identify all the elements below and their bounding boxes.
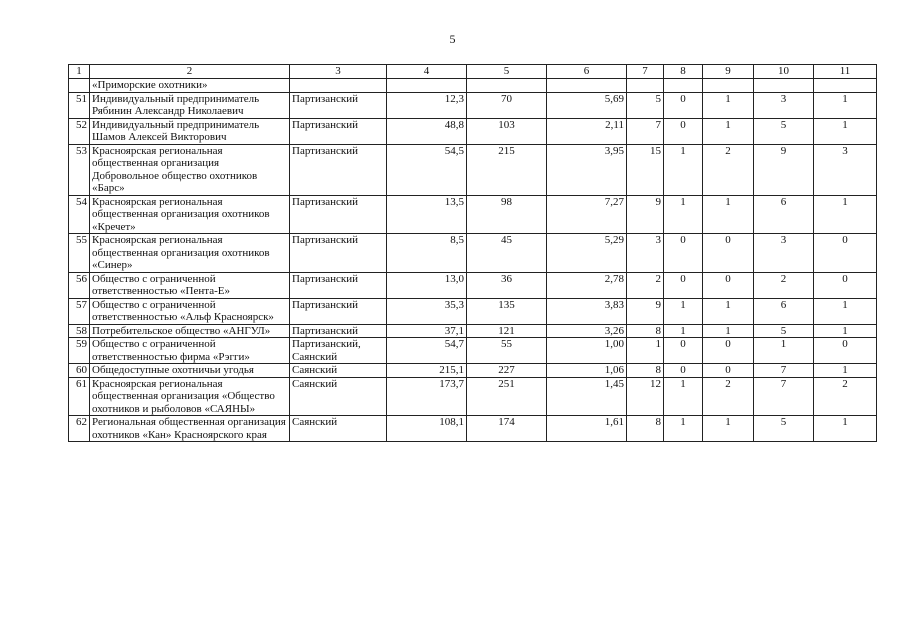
value-cell-9: 2 <box>703 144 754 195</box>
organization-name: Потребительское общество «АНГУЛ» <box>90 324 290 338</box>
row-number-cell: 56 <box>69 272 90 298</box>
value-cell-6: 1,06 <box>547 364 627 378</box>
value-cell-4: 13,0 <box>387 272 467 298</box>
value-cell-10: 6 <box>754 195 814 234</box>
table-row <box>69 144 877 195</box>
district-cell: Партизанский, Саянский <box>290 338 387 364</box>
value-cell-8: 1 <box>664 416 703 442</box>
value-cell-6: 2,11 <box>547 118 627 144</box>
row-number-cell: 61 <box>69 377 90 416</box>
organization-name: Красноярская региональная общественная организация охотников «Кречет» <box>90 195 290 234</box>
value-cell-5: 227 <box>467 364 547 378</box>
district-cell: Саянский <box>290 364 387 378</box>
value-cell-11: 3 <box>814 144 877 195</box>
value-cell-6: 3,83 <box>547 298 627 324</box>
value-cell-9: 0 <box>703 272 754 298</box>
value-cell-9: 1 <box>703 118 754 144</box>
value-cell-10: 7 <box>754 377 814 416</box>
district-cell: Партизанский <box>290 144 387 195</box>
value-cell-4: 37,1 <box>387 324 467 338</box>
value-cell-6: 3,26 <box>547 324 627 338</box>
organization-name: Общество с ограниченной ответственностью «Альф Красноярск» <box>90 298 290 324</box>
value-cell-10: 9 <box>754 144 814 195</box>
organization-name: Красноярская региональная общественная организация Добровольное общество охотников «Барс» <box>90 144 290 195</box>
value-cell-7: 5 <box>627 92 664 118</box>
row-number-cell: 52 <box>69 118 90 144</box>
value-cell-9: 0 <box>703 234 754 273</box>
organization-name: Индивидуальный предприниматель Рябинин Александр Николаевич <box>90 92 290 118</box>
value-cell-11: 1 <box>814 195 877 234</box>
value-cell-7: 3 <box>627 234 664 273</box>
value-cell-9: 1 <box>703 416 754 442</box>
value-cell-11: 1 <box>814 416 877 442</box>
value-cell-10: 6 <box>754 298 814 324</box>
value-cell-10: 5 <box>754 118 814 144</box>
value-cell-4: 54,7 <box>387 338 467 364</box>
value-cell-11: 1 <box>814 364 877 378</box>
column-header: 8 <box>664 65 703 79</box>
value-cell-7: 12 <box>627 377 664 416</box>
value-cell-4: 12,3 <box>387 92 467 118</box>
value-cell-4: 35,3 <box>387 298 467 324</box>
value-cell-11: 0 <box>814 234 877 273</box>
organization-name: Общедоступные охотничьи угодья <box>90 364 290 378</box>
district-cell: Партизанский <box>290 324 387 338</box>
value-cell-10: 3 <box>754 92 814 118</box>
value-cell-5: 45 <box>467 234 547 273</box>
continuation-row <box>69 79 877 93</box>
value-cell-5: 55 <box>467 338 547 364</box>
value-cell-7: 1 <box>627 338 664 364</box>
page-number: 5 <box>449 32 456 46</box>
value-cell-8: 0 <box>664 234 703 273</box>
value-cell-10: 1 <box>754 338 814 364</box>
value-cell-5: 121 <box>467 324 547 338</box>
value-cell-8: 0 <box>664 272 703 298</box>
value-cell-5: 174 <box>467 416 547 442</box>
organization-name: Красноярская региональная общественная организация «Общество охотников и рыболовов «САЯНЫ» <box>90 377 290 416</box>
value-cell-8: 1 <box>664 195 703 234</box>
value-cell-11: 0 <box>814 338 877 364</box>
row-number-cell: 51 <box>69 92 90 118</box>
value-cell-4: 215,1 <box>387 364 467 378</box>
value-cell-11: 0 <box>814 272 877 298</box>
table-row <box>69 195 877 234</box>
value-cell-6: 1,45 <box>547 377 627 416</box>
value-cell-5: 215 <box>467 144 547 195</box>
column-header: 4 <box>387 65 467 79</box>
value-cell-11: 1 <box>814 92 877 118</box>
value-cell-7: 7 <box>627 118 664 144</box>
value-cell-5: 36 <box>467 272 547 298</box>
column-header: 2 <box>90 65 290 79</box>
table-row <box>69 338 877 364</box>
value-cell-6: 7,27 <box>547 195 627 234</box>
value-cell-8: 1 <box>664 377 703 416</box>
value-cell-9: 2 <box>703 377 754 416</box>
district-cell: Партизанский <box>290 195 387 234</box>
row-number-cell: 62 <box>69 416 90 442</box>
value-cell-4: 48,8 <box>387 118 467 144</box>
table-row <box>69 377 877 416</box>
value-cell-4: 8,5 <box>387 234 467 273</box>
value-cell-9: 1 <box>703 298 754 324</box>
value-cell-11: 1 <box>814 118 877 144</box>
table-row <box>69 272 877 298</box>
row-number-cell: 57 <box>69 298 90 324</box>
value-cell-6: 2,78 <box>547 272 627 298</box>
value-cell-6: 1,00 <box>547 338 627 364</box>
value-cell-8: 1 <box>664 298 703 324</box>
value-cell-8: 0 <box>664 364 703 378</box>
table-row <box>69 118 877 144</box>
value-cell-9: 1 <box>703 324 754 338</box>
table-row <box>69 364 877 378</box>
column-header: 7 <box>627 65 664 79</box>
organization-name: Общество с ограниченной ответственностью фирма «Рэгги» <box>90 338 290 364</box>
value-cell-8: 0 <box>664 92 703 118</box>
organization-name: Красноярская региональная общественная организация охотников «Синер» <box>90 234 290 273</box>
district-cell: Партизанский <box>290 118 387 144</box>
value-cell-7: 2 <box>627 272 664 298</box>
table-body <box>69 92 877 442</box>
value-cell-5: 103 <box>467 118 547 144</box>
row-number-cell: 55 <box>69 234 90 273</box>
organization-name: Общество с ограниченной ответственностью «Пента-Е» <box>90 272 290 298</box>
value-cell-6: 5,69 <box>547 92 627 118</box>
value-cell-6: 3,95 <box>547 144 627 195</box>
value-cell-5: 70 <box>467 92 547 118</box>
header-row <box>69 65 877 79</box>
column-header: 10 <box>754 65 814 79</box>
value-cell-6: 5,29 <box>547 234 627 273</box>
data-table <box>68 64 877 442</box>
value-cell-7: 8 <box>627 416 664 442</box>
value-cell-7: 9 <box>627 195 664 234</box>
table-row <box>69 92 877 118</box>
row-number-cell: 53 <box>69 144 90 195</box>
district-cell: Саянский <box>290 377 387 416</box>
value-cell-4: 108,1 <box>387 416 467 442</box>
district-cell: Партизанский <box>290 234 387 273</box>
value-cell-11: 1 <box>814 324 877 338</box>
row-number-cell: 54 <box>69 195 90 234</box>
column-header: 9 <box>703 65 754 79</box>
row-number-cell: 60 <box>69 364 90 378</box>
value-cell-5: 98 <box>467 195 547 234</box>
column-header: 1 <box>69 65 90 79</box>
district-cell: Партизанский <box>290 298 387 324</box>
organization-name: Региональная общественная организация охотников «Кан» Красноярского края <box>90 416 290 442</box>
table-row <box>69 324 877 338</box>
column-header: 6 <box>547 65 627 79</box>
value-cell-11: 2 <box>814 377 877 416</box>
value-cell-7: 8 <box>627 324 664 338</box>
row-number-cell <box>69 79 90 93</box>
value-cell-10: 2 <box>754 272 814 298</box>
value-cell-10: 3 <box>754 234 814 273</box>
value-cell-5: 251 <box>467 377 547 416</box>
value-cell-8: 1 <box>664 324 703 338</box>
value-cell-9: 0 <box>703 364 754 378</box>
value-cell-8: 0 <box>664 118 703 144</box>
value-cell-4: 54,5 <box>387 144 467 195</box>
value-cell-7: 9 <box>627 298 664 324</box>
value-cell-8: 0 <box>664 338 703 364</box>
value-cell-5: 135 <box>467 298 547 324</box>
column-header: 11 <box>814 65 877 79</box>
value-cell-6: 1,61 <box>547 416 627 442</box>
value-cell-10: 7 <box>754 364 814 378</box>
value-cell-8: 1 <box>664 144 703 195</box>
table-row <box>69 234 877 273</box>
column-header: 3 <box>290 65 387 79</box>
organization-name: «Приморские охотники» <box>90 79 290 93</box>
table-row <box>69 416 877 442</box>
organization-name: Индивидуальный предприниматель Шамов Алексей Викторович <box>90 118 290 144</box>
value-cell-4: 173,7 <box>387 377 467 416</box>
district-cell: Партизанский <box>290 92 387 118</box>
column-header: 5 <box>467 65 547 79</box>
value-cell-11: 1 <box>814 298 877 324</box>
value-cell-4: 13,5 <box>387 195 467 234</box>
value-cell-7: 15 <box>627 144 664 195</box>
row-number-cell: 59 <box>69 338 90 364</box>
district-cell: Партизанский <box>290 272 387 298</box>
value-cell-10: 5 <box>754 324 814 338</box>
value-cell-9: 0 <box>703 338 754 364</box>
row-number-cell: 58 <box>69 324 90 338</box>
table-row <box>69 298 877 324</box>
value-cell-10: 5 <box>754 416 814 442</box>
value-cell-9: 1 <box>703 92 754 118</box>
district-cell: Саянский <box>290 416 387 442</box>
value-cell-7: 8 <box>627 364 664 378</box>
value-cell-9: 1 <box>703 195 754 234</box>
